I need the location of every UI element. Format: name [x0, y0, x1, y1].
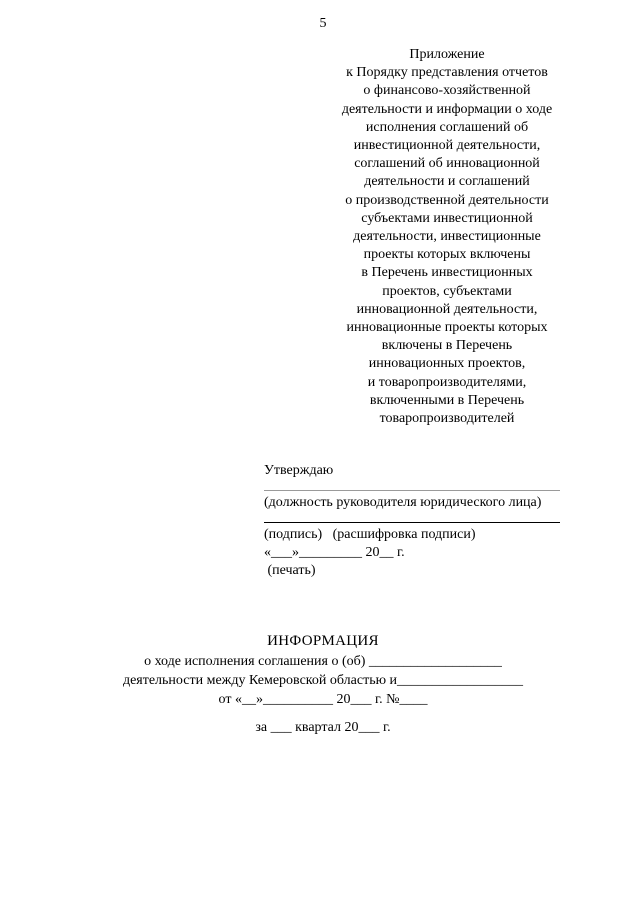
appendix-line: проектов, субъектами: [382, 283, 512, 299]
appendix-line: деятельности и информации о ходе: [341, 101, 553, 117]
appendix-line: субъектами инвестиционной: [361, 210, 533, 226]
appendix-line: инновационной деятельности,: [356, 301, 538, 317]
appendix-line: о производственной деятельности: [345, 192, 549, 208]
approval-title: Утверждаю: [264, 463, 334, 478]
appendix-line: и товаропроизводителями,: [367, 374, 527, 390]
information-block: [0, 632, 640, 737]
appendix-line: в Перечень инвестиционных: [361, 265, 533, 281]
appendix-line: инновационные проекты которых: [346, 320, 548, 336]
appendix-line: проекты которых включены: [363, 247, 531, 263]
appendix-line: деятельности, инвестиционные: [353, 229, 541, 245]
appendix-line: к Порядку представления отчетов: [346, 65, 548, 81]
appendix-line: товаропроизводителей: [379, 411, 515, 427]
appendix-line: соглашений об инновационной: [354, 156, 540, 172]
signature-rule: [264, 522, 560, 523]
information-line: деятельности между Кемеровской областью и__________________: [122, 673, 524, 688]
appendix-block: [292, 46, 602, 428]
signature-label: (подпись) (расшифровка подписи): [264, 527, 476, 542]
position-label: (должность руководителя юридического лица): [264, 495, 542, 510]
appendix-line: инвестиционной деятельности,: [353, 138, 541, 154]
position-rule: [264, 490, 560, 491]
appendix-line: о финансово-хозяйственной: [363, 83, 531, 99]
appendix-line: деятельности и соглашений: [364, 174, 530, 190]
appendix-line: инновационных проектов,: [368, 356, 526, 372]
appendix-line: исполнения соглашений об: [365, 119, 529, 135]
page-number: 5: [319, 16, 327, 31]
stamp-label: (печать): [264, 563, 316, 578]
appendix-line: включенными в Перечень: [369, 392, 525, 408]
information-quarter-line: за ___ квартал 20___ г.: [255, 720, 391, 735]
approval-block: [264, 462, 584, 580]
appendix-line: Приложение: [409, 47, 485, 62]
information-heading: ИНФОРМАЦИЯ: [267, 633, 379, 649]
approval-date-line: «___»_________ 20__ г.: [264, 545, 405, 560]
information-line: от «__»__________ 20___ г. №____: [218, 692, 428, 707]
information-line: о ходе исполнения соглашения о (об) ___________________: [144, 654, 502, 669]
appendix-line: включены в Перечень: [381, 338, 513, 354]
